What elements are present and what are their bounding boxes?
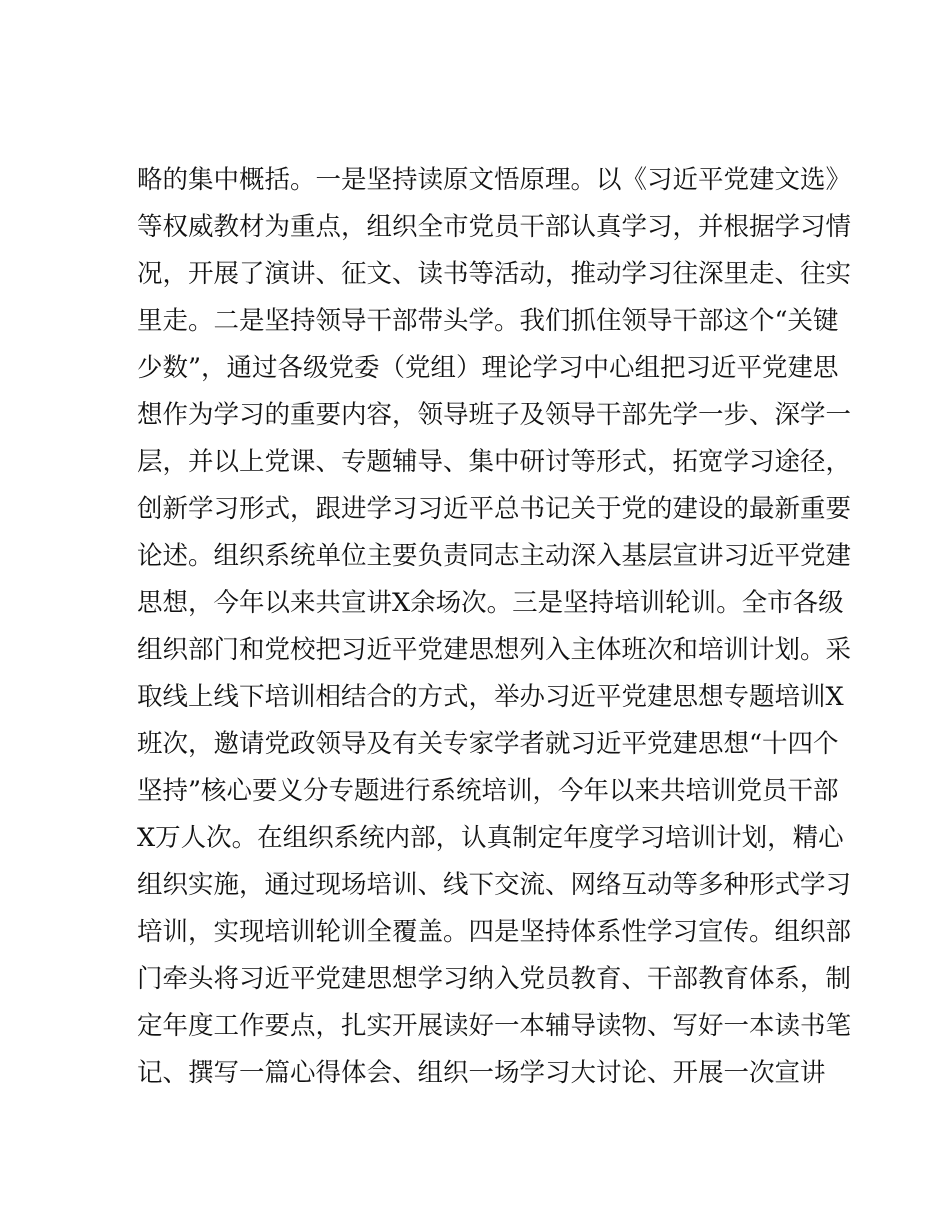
text-line: 况，开展了演讲、征文、读书等活动，推动学习往深里走、往实 — [137, 259, 852, 289]
text-line: 取线上线下培训相结合的方式，举办习近平党建思想专题培训X — [137, 682, 844, 712]
text-line: 定年度工作要点，扎实开展读好一本辅导读物、写好一本读书笔 — [137, 1011, 852, 1041]
text-line: 创新学习形式，跟进学习习近平总书记关于党的建设的最新重要 — [137, 494, 852, 524]
text-line: 等权威教材为重点，组织全市党员干部认真学习，并根据学习情 — [137, 212, 852, 242]
text-line: 想作为学习的重要内容，领导班子及领导干部先学一步、深学一 — [137, 400, 852, 430]
text-line: 培训，实现培训轮训全覆盖。四是坚持体系性学习宣传。组织部 — [137, 917, 852, 947]
text-line: 思想，今年以来共宣讲X余场次。三是坚持培训轮训。全市各级 — [137, 588, 844, 618]
text-line: 少数”，通过各级党委（党组）理论学习中心组把习近平党建思 — [137, 353, 839, 383]
text-line: 层，并以上党课、专题辅导、集中研讨等形式，拓宽学习途径， — [137, 447, 852, 477]
text-line: 记、撰写一篇心得体会、组织一场学习大讨论、开展一次宣讲 — [137, 1058, 826, 1088]
text-line: 略的集中概括。一是坚持读原文悟原理。以《习近平党建文选》 — [137, 165, 852, 195]
text-line: 门牵头将习近平党建思想学习纳入党员教育、干部教育体系，制 — [137, 964, 852, 994]
body-text — [137, 157, 852, 1097]
text-line: 坚持”核心要义分专题进行系统培训，今年以来共培训党员干部 — [137, 776, 839, 806]
text-line: 班次，邀请党政领导及有关专家学者就习近平党建思想“十四个 — [137, 729, 839, 759]
text-line: X万人次。在组织系统内部，认真制定年度学习培训计划，精心 — [137, 823, 844, 853]
text-line: 组织实施，通过现场培训、线下交流、网络互动等多种形式学习 — [137, 870, 852, 900]
text-line: 里走。二是坚持领导干部带头学。我们抓住领导干部这个“关键 — [137, 306, 839, 336]
text-line: 组织部门和党校把习近平党建思想列入主体班次和培训计划。采 — [137, 635, 852, 665]
text-line: 论述。组织系统单位主要负责同志主动深入基层宣讲习近平党建 — [137, 541, 852, 571]
